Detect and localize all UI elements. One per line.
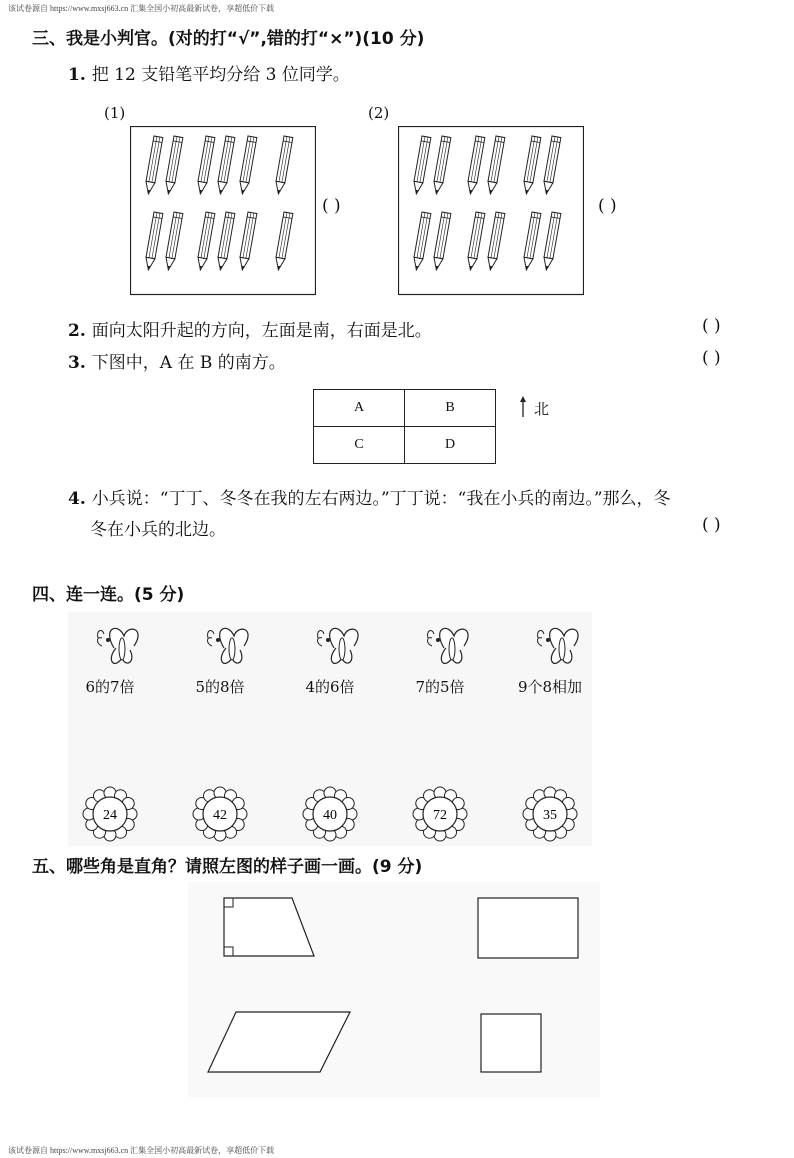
- rectangle-shape: [474, 894, 582, 960]
- result-number: 40: [323, 808, 337, 823]
- answer-paren-q3[interactable]: ( ): [702, 348, 721, 368]
- pencil-icon: [412, 212, 431, 271]
- question-3: [68, 348, 286, 373]
- pencil-icon: [164, 212, 183, 271]
- butterfly-icon: [422, 618, 478, 672]
- option-label-2: (2): [368, 104, 390, 122]
- grid-cell-d: D: [405, 427, 496, 464]
- result-number: 35: [543, 808, 557, 823]
- expression-label[interactable]: 7的5倍: [415, 678, 465, 696]
- pencil-icon: [466, 212, 485, 271]
- butterfly-icon: [202, 618, 258, 672]
- result-number: 72: [433, 808, 447, 823]
- grid-cell-a: A: [314, 390, 405, 427]
- pencil-icon: [164, 136, 183, 195]
- pencil-icon: [432, 136, 451, 195]
- pencil-icon: [412, 136, 431, 195]
- pencil-icon: [542, 136, 561, 195]
- expression-label[interactable]: 6的7倍: [85, 678, 135, 696]
- flower-icon[interactable]: [412, 786, 468, 842]
- section-4-title: 四、连一连。(5 分): [32, 585, 185, 605]
- expression-label[interactable]: 9个8相加: [517, 678, 583, 696]
- north-arrow-icon: [518, 396, 528, 418]
- answer-paren-q1-2[interactable]: ( ): [598, 196, 617, 216]
- pencil-icon: [466, 136, 485, 195]
- flower-icon[interactable]: [522, 786, 578, 842]
- section-5-title: 五、哪些角是直角？请照左图的样子画一画。(9 分): [32, 857, 423, 877]
- pencil-icon: [486, 212, 505, 271]
- answer-paren-q2[interactable]: ( ): [702, 316, 721, 336]
- pencil-icon: [522, 136, 541, 195]
- pencil-icon: [144, 212, 163, 271]
- expression-label[interactable]: 5的8倍: [195, 678, 245, 696]
- expression-label[interactable]: 4的6倍: [305, 678, 355, 696]
- flower-icon[interactable]: [82, 786, 138, 842]
- grid-cell-b: B: [405, 390, 496, 427]
- pencil-icon: [274, 136, 293, 195]
- question-2: [68, 316, 432, 341]
- question-number: 2.: [68, 321, 86, 341]
- page-header: 该试卷源自 https://www.mxsj663.cn 汇集全国小初高最新试卷，享超低价下载: [8, 4, 275, 13]
- butterfly-icon: [532, 618, 588, 672]
- pencil-box-2: [398, 126, 584, 296]
- section-3-title: 三、我是小判官。(对的打“√”,错的打“×”)(10 分): [32, 29, 425, 49]
- butterfly-icon: [92, 618, 148, 672]
- square-shape: [477, 1010, 545, 1074]
- pencil-icon: [216, 212, 235, 271]
- pencil-icon: [196, 212, 215, 271]
- question-1: [68, 60, 350, 85]
- pencil-icon: [238, 212, 257, 271]
- pencil-icon: [238, 136, 257, 195]
- question-text: 下图中，A 在 B 的南方。: [91, 353, 286, 373]
- question-4-cont: 冬在小兵的北边。: [90, 520, 226, 540]
- option-label-1: (1): [104, 104, 126, 122]
- pencil-group-1: [144, 136, 293, 271]
- question-number: 1.: [68, 65, 86, 85]
- parallelogram-shape: [204, 1008, 354, 1078]
- pencil-box-1: [130, 126, 316, 296]
- north-label: 北: [534, 400, 550, 418]
- pencil-icon: [274, 212, 293, 271]
- butterfly-icon: [312, 618, 368, 672]
- question-4: [68, 484, 671, 509]
- pencil-icon: [216, 136, 235, 195]
- direction-grid: [313, 389, 496, 464]
- page-footer: 该试卷源自 https://www.mxsj663.cn 汇集全国小初高最新试卷，享超低价下载: [8, 1146, 275, 1155]
- question-text: 面向太阳升起的方向，左面是南，右面是北。: [91, 321, 432, 341]
- question-text: 小兵说：“丁丁、冬冬在我的左右两边。”丁丁说：“我在小兵的南边。”那么，冬: [91, 489, 671, 509]
- pencil-icon: [522, 212, 541, 271]
- flower-icon[interactable]: [302, 786, 358, 842]
- question-number: 3.: [68, 353, 86, 373]
- pencil-icon: [144, 136, 163, 195]
- pencil-icon: [542, 212, 561, 271]
- result-number: 42: [213, 808, 227, 823]
- grid-cell-c: C: [314, 427, 405, 464]
- answer-paren-q4[interactable]: ( ): [702, 515, 721, 535]
- pencil-icon: [196, 136, 215, 195]
- question-number: 4.: [68, 489, 86, 509]
- pencil-icon: [486, 136, 505, 195]
- answer-paren-q1-1[interactable]: ( ): [322, 196, 341, 216]
- trapezoid-shape: [220, 894, 320, 960]
- pencil-group-2: [412, 136, 561, 271]
- flower-icon[interactable]: [192, 786, 248, 842]
- result-number: 24: [103, 808, 117, 823]
- pencil-icon: [432, 212, 451, 271]
- question-text: 把 12 支铅笔平均分给 3 位同学。: [91, 65, 350, 85]
